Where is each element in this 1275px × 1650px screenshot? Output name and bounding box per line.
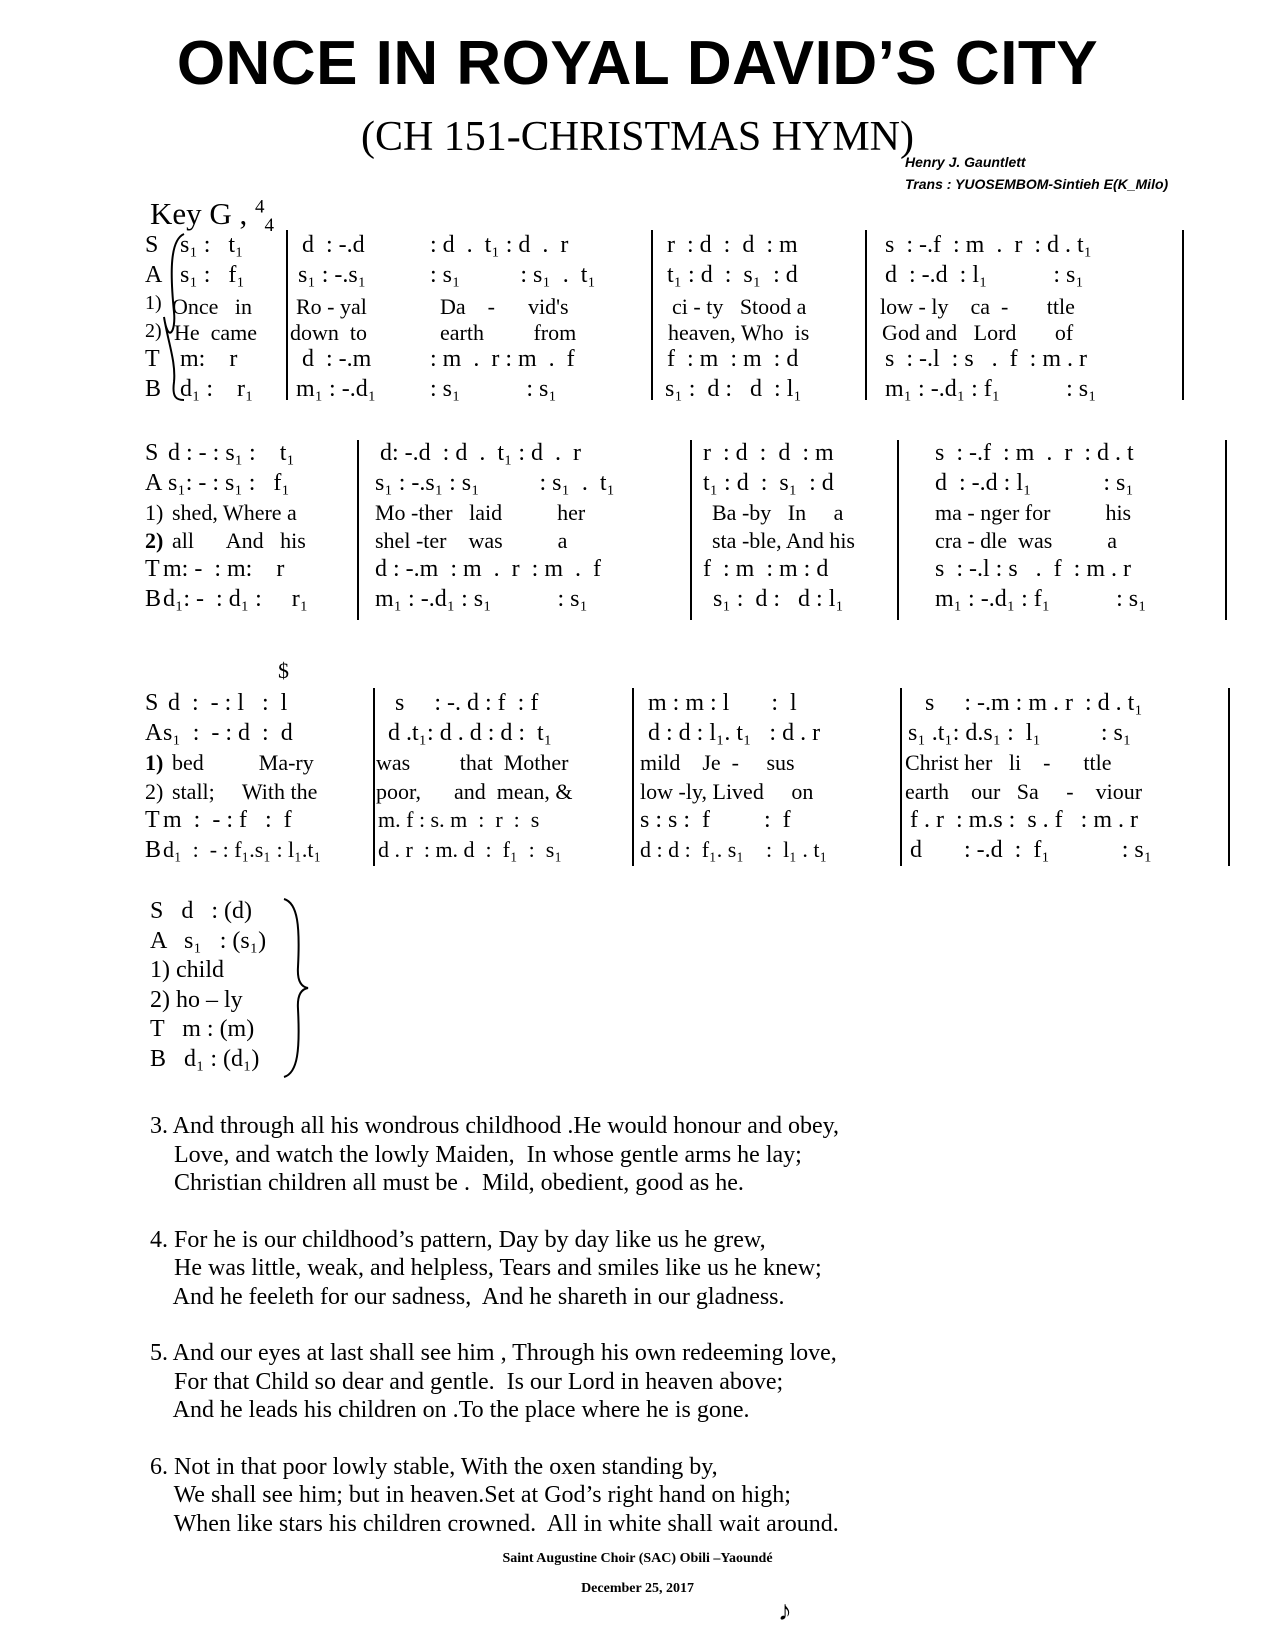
barline xyxy=(357,440,359,620)
s2-m2-alto: s₁ : -.s₁ : s₁ : s₁ . t₁ xyxy=(375,470,615,496)
segno-sign: $ xyxy=(278,658,289,683)
s1-m1-soprano: s₁ : t₁ xyxy=(180,232,244,258)
s1-m3-tenor: : m . r : m . f xyxy=(430,346,575,372)
s1-m4-bass: s₁ : d : d : l₁ xyxy=(665,376,802,402)
time-signature-top: 4 xyxy=(255,196,265,218)
s2-m2-bass: m₁ : -.d₁ : s₁ : s₁ xyxy=(375,586,588,612)
s2-m3-verse2: sta -ble, And his xyxy=(712,528,855,553)
s3-m4-verse2: earth our Sa - viour xyxy=(905,779,1143,804)
s2-m3-verse1: Ba -by In a xyxy=(712,500,844,525)
date-line: December 25, 2017 xyxy=(581,1581,694,1596)
final-soprano: S d : (d) xyxy=(150,898,252,924)
verse-line: 5. And our eyes at last shall see him , Through his own redeeming love, xyxy=(150,1340,837,1366)
final-chord-brace xyxy=(280,897,310,1079)
s2-m1-verse1: shed, Where a xyxy=(172,500,297,525)
verse-6 xyxy=(150,1453,839,1539)
choir-credit: Saint Augustine Choir (SAC) Obili –Yaoundé xyxy=(502,1551,773,1566)
music-note-icon: ♪ xyxy=(778,1596,792,1627)
s1-m1-alto: s₁ : f₁ xyxy=(180,262,245,288)
verse-line: 4. For he is our childhood’s pattern, Day by day like us he grew, xyxy=(150,1226,766,1253)
s3-m1-verse1: bed Ma-ry xyxy=(172,750,314,775)
s1-m1-verse1: Once in xyxy=(172,294,253,319)
s3-m3-tenor: s : s : f : f xyxy=(640,807,791,833)
part-label-tenor: T xyxy=(145,807,160,833)
barline xyxy=(897,440,899,620)
composer-credit: Henry J. Gauntlett xyxy=(905,154,1026,170)
s1-m2-alto: s₁ : -.s₁ xyxy=(298,262,367,288)
final-chord xyxy=(150,897,266,1074)
s3-m4-bass: d : -.d : f₁ : s₁ xyxy=(910,837,1153,863)
s2-m1-bass: d₁: - : d₁ : r₁ xyxy=(163,586,309,612)
s3-m3-verse1: mild Je - sus xyxy=(640,750,795,775)
s1-m1-bass: d₁ : r₁ xyxy=(180,376,254,402)
final-tenor: T m : (m) xyxy=(150,1016,255,1042)
s2-m2-verse1: Mo -ther laid her xyxy=(375,500,586,525)
barline xyxy=(1182,230,1184,400)
s1-m5-tenor: s : -.l : s . f : m . r xyxy=(885,346,1087,372)
part-label-soprano: S xyxy=(145,440,159,466)
s2-m4-soprano: s : -.f : m . r : d . t xyxy=(935,440,1134,466)
s3-m3-alto: d : d : l₁. t₁ : d . r xyxy=(648,720,821,746)
part-label-soprano: S xyxy=(145,690,159,716)
part-label-bass: B xyxy=(145,376,162,402)
s1-m5-verse2: God and Lord of xyxy=(882,320,1074,345)
barline xyxy=(286,230,288,400)
key-signature xyxy=(150,196,274,237)
final-verse1: 1) child xyxy=(150,957,224,983)
part-label-alto: A xyxy=(145,262,163,288)
part-label-verse1: 1) xyxy=(145,750,164,775)
s2-m3-tenor: f : m : m : d xyxy=(703,556,829,582)
barline xyxy=(651,230,653,400)
part-label-verse1: 1) xyxy=(145,500,164,525)
s3-m2-soprano: s : -. d : f : f xyxy=(395,690,539,716)
s1-m5-alto: d : -.d : l₁ : s₁ xyxy=(885,262,1084,288)
key-label: Key G , xyxy=(150,196,248,231)
final-alto: A s₁ : (s₁) xyxy=(150,927,267,954)
verse-line: He was little, weak, and helpless, Tears and smiles like us he knew; xyxy=(150,1255,822,1281)
s1-m1-tenor: m: r xyxy=(180,346,238,372)
part-label-bass: B xyxy=(145,837,162,863)
s2-m4-alto: d : -.d : l₁ : s₁ xyxy=(935,470,1134,496)
final-bass: B d₁ : (d₁) xyxy=(150,1045,260,1072)
verse-5 xyxy=(150,1339,839,1425)
s2-m4-tenor: s : -.l : s . f : m . r xyxy=(935,556,1131,582)
verse-line: When like stars his children crowned. All in white shall wait around. xyxy=(150,1510,839,1537)
translator-credit: Trans : YUOSEMBOM-Sintieh E(K_Milo) xyxy=(905,176,1169,192)
s1-m3-alto: : s₁ : s₁ . t₁ xyxy=(430,262,596,288)
verse-line: 6. Not in that poor lowly stable, With the oxen standing by, xyxy=(150,1453,718,1480)
s1-m2-bass: m₁ : -.d₁ xyxy=(296,376,377,402)
part-label-alto: A xyxy=(145,720,163,746)
s2-m2-tenor: d : -.m : m . r : m . f xyxy=(375,556,601,582)
s1-m3-verse1: Da - vid's xyxy=(440,294,569,319)
additional-verses xyxy=(150,1112,839,1566)
s2-m3-alto: t₁ : d : s₁ : d xyxy=(703,470,834,496)
s3-m4-soprano: s : -.m : m . r : d . t₁ xyxy=(925,690,1143,716)
barline xyxy=(373,688,375,866)
s2-m1-soprano: d : - : s₁ : t₁ xyxy=(168,440,295,466)
s1-m2-verse1: Ro - yal xyxy=(296,294,367,319)
s2-m1-tenor: m: - : m: r xyxy=(163,556,285,582)
verse-line: Christian children all must be . Mild, obedient, good as he. xyxy=(150,1170,744,1196)
s2-m1-alto: s₁: - : s₁ : f₁ xyxy=(168,470,290,496)
barline xyxy=(900,688,902,866)
part-label-tenor: T xyxy=(145,556,160,582)
s3-m1-alto: s₁ : - : d : d xyxy=(163,720,293,746)
verse-line: We shall see him; but in heaven.Set at God’s right hand on high; xyxy=(150,1482,791,1508)
s1-m2-verse2: down to xyxy=(290,320,367,345)
s2-m3-soprano: r : d : d : m xyxy=(703,440,834,466)
s3-m2-bass: d . r : m. d : f₁ : s₁ xyxy=(378,837,563,862)
verse-3 xyxy=(150,1112,839,1198)
s2-m2-soprano: d: -.d : d . t₁ : d . r xyxy=(380,440,582,466)
barline xyxy=(690,440,692,620)
verse-4 xyxy=(150,1226,839,1312)
verse-line: For that Child so dear and gentle. Is our Lord in heaven above; xyxy=(150,1368,784,1395)
part-label-verse2: 2) xyxy=(145,779,164,804)
time-signature-bottom: 4 xyxy=(264,215,275,237)
s1-m3-soprano: : d . t₁ : d . r xyxy=(430,232,569,258)
s1-m4-soprano: r : d : d : m xyxy=(667,232,798,258)
barline xyxy=(865,230,867,400)
s2-m2-verse2: shel -ter was a xyxy=(375,528,568,553)
s1-m2-soprano: d : -.d xyxy=(302,232,365,258)
verse-line: 3. And through all his wondrous childhood .He would honour and obey, xyxy=(150,1113,840,1139)
s1-m4-verse1: ci - ty Stood a xyxy=(672,294,807,319)
s3-m1-tenor: m : - : f : f xyxy=(163,807,292,833)
final-verse2: 2) ho – ly xyxy=(150,986,243,1013)
part-label-verse2: 2) xyxy=(145,320,162,342)
s3-m3-soprano: m : m : l : l xyxy=(648,690,797,716)
s2-m3-bass: s₁ : d : d : l₁ xyxy=(713,586,844,612)
verse-line: And he feeleth for our sadness, And he shareth in our gladness. xyxy=(150,1283,785,1310)
hymn-title: ONCE IN ROYAL DAVID’S CITY xyxy=(176,29,1099,98)
s1-m4-verse2: heaven, Who is xyxy=(668,320,810,345)
verse-line: And he leads his children on .To the place where he is gone. xyxy=(150,1397,750,1423)
barline xyxy=(1225,440,1227,620)
s3-m1-bass: d₁ : - : f₁.s₁ : l₁.t₁ xyxy=(163,837,322,862)
s3-m2-tenor: m. f : s. m : r : s xyxy=(378,807,540,832)
s1-m4-alto: t₁ : d : s₁ : d xyxy=(667,262,798,288)
verse-line: Love, and watch the lowly Maiden, In whose gentle arms he lay; xyxy=(150,1141,802,1168)
s2-m4-verse2: cra - dle was a xyxy=(935,528,1118,553)
part-label-soprano: S xyxy=(145,232,159,258)
s1-m3-verse2: earth from xyxy=(440,320,577,345)
part-label-verse2: 2) xyxy=(145,528,164,553)
hymn-subtitle: (CH 151-CHRISTMAS HYMN) xyxy=(360,114,915,160)
s3-m4-alto: s₁ .t₁: d.s₁ : l₁ : s₁ xyxy=(908,720,1132,746)
s3-m2-verse1: was that Mother xyxy=(376,750,569,775)
s2-m4-bass: m₁ : -.d₁ : f₁ : s₁ xyxy=(935,586,1147,612)
s3-m4-verse1: Christ her li - ttle xyxy=(905,750,1112,775)
part-label-bass: B xyxy=(145,586,162,612)
s3-m2-verse2: poor, and mean, & xyxy=(376,779,573,804)
s1-m2-tenor: d : -.m xyxy=(302,346,372,372)
s1-m3-bass: : s₁ : s₁ xyxy=(430,376,557,402)
s3-m4-tenor: f . r : m.s : s . f : m . r xyxy=(910,807,1138,833)
s1-m5-soprano: s : -.f : m . r : d . t₁ xyxy=(885,232,1093,258)
s1-m4-tenor: f : m : m : d xyxy=(667,346,799,372)
part-label-tenor: T xyxy=(145,346,160,372)
barline xyxy=(1228,688,1230,866)
s1-m1-verse2: He came xyxy=(174,320,258,345)
s3-m3-verse2: low -ly, Lived on xyxy=(640,779,814,804)
s1-m5-bass: m₁ : -.d₁ : f₁ : s₁ xyxy=(885,376,1097,402)
s3-m3-bass: d : d : f₁. s₁ : l₁ . t₁ xyxy=(640,837,828,862)
s2-m4-verse1: ma - nger for his xyxy=(935,500,1132,525)
s3-m2-alto: d .t₁: d . d : d : t₁ xyxy=(388,720,553,746)
barline xyxy=(632,688,634,866)
s2-m1-verse2: all And his xyxy=(172,528,306,553)
s3-m1-verse2: stall; With the xyxy=(172,779,318,804)
part-label-alto: A xyxy=(145,470,163,496)
part-label-verse1: 1) xyxy=(145,292,162,314)
s3-m1-soprano: d : - : l : l xyxy=(168,690,288,716)
s1-m5-verse1: low - ly ca - ttle xyxy=(880,294,1075,319)
